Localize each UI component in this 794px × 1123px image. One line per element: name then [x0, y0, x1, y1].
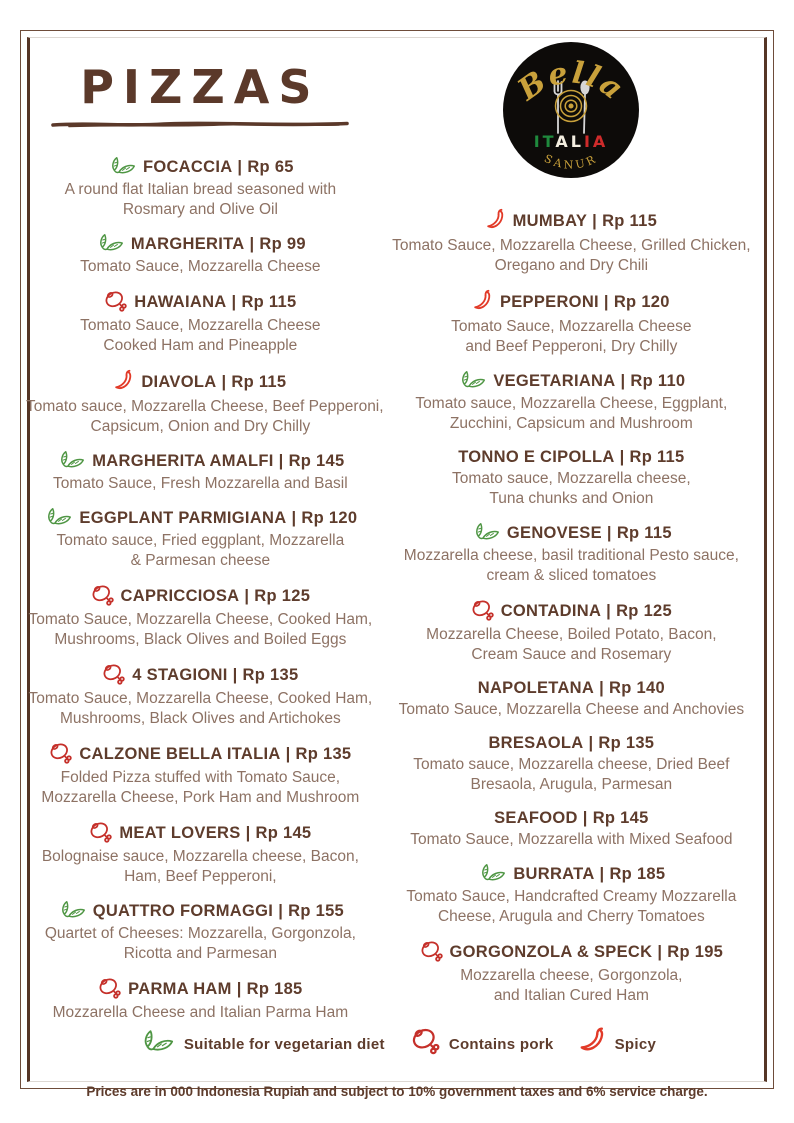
description-line: Tomato sauce, Mozzarella Cheese, Beef Pepperoni, — [26, 398, 384, 415]
pork-icon — [49, 742, 73, 765]
price-separator: | — [237, 158, 243, 176]
menu-item — [26, 290, 375, 356]
menu-item — [26, 900, 375, 964]
menu-item-name: MARGHERITA AMALFI — [92, 452, 274, 470]
menu-item-description — [26, 397, 384, 437]
menu-item-name: BRESAOLA — [488, 734, 584, 752]
menu-item — [26, 450, 375, 494]
menu-item-title — [375, 863, 768, 886]
menu-item — [26, 584, 375, 650]
menu-item-name: SEAFOOD — [494, 809, 578, 827]
menu-item-description — [375, 317, 768, 357]
menu-item-description — [26, 610, 375, 650]
leaf-icon — [471, 522, 501, 543]
price-separator: | — [599, 865, 605, 883]
menu-item-title — [26, 156, 375, 179]
price-separator: | — [620, 372, 626, 390]
menu-item-price: Rp 110 — [630, 372, 686, 390]
menu-item-title — [26, 290, 375, 315]
price-separator: | — [582, 809, 588, 827]
menu-item-description — [375, 236, 768, 276]
legend-label: Suitable for vegetarian diet — [183, 1035, 385, 1053]
menu-item — [375, 208, 768, 276]
menu-item-description — [375, 755, 768, 795]
description-line: Tomato Sauce, Handcrafted Creamy Mozzarella — [406, 888, 737, 905]
menu-item-description — [26, 924, 375, 964]
description-line: Tomato sauce, Mozzarella cheese, Dried Beef — [413, 756, 730, 773]
menu-item-title — [26, 900, 375, 923]
menu-item-description — [375, 394, 768, 434]
description-line: Tomato Sauce, Mozzarella Cheese — [451, 318, 692, 335]
description-line: Mozzarella Cheese, Boiled Potato, Bacon, — [426, 626, 717, 643]
price-separator: | — [606, 524, 612, 542]
legend-label: Contains pork — [448, 1035, 554, 1053]
price-separator: | — [236, 980, 242, 998]
menu-item — [375, 940, 768, 1006]
menu-items-right — [375, 208, 768, 1006]
chili-icon — [486, 208, 507, 233]
menu-item-name: CAPRICCIOSA — [120, 587, 240, 605]
menu-item-title — [375, 447, 768, 468]
price-separator: | — [278, 902, 284, 920]
description-line: Tomato Sauce, Mozzarella Cheese — [80, 317, 321, 334]
description-line: Tuna chunks and Onion — [489, 490, 654, 507]
price-separator: | — [245, 824, 251, 842]
price-separator: | — [592, 212, 598, 230]
menu-column-right — [375, 36, 768, 1019]
menu-item-price: Rp 145 — [255, 824, 312, 842]
menu-item — [26, 156, 375, 220]
legend-label: Spicy — [614, 1035, 657, 1053]
price-separator: | — [619, 448, 625, 466]
menu-items-left — [26, 156, 384, 1023]
menu-item-name: HAWAIANA — [134, 293, 227, 311]
menu-item-price: Rp 185 — [246, 980, 303, 998]
menu-item-name: CALZONE BELLA ITALIA — [79, 745, 281, 763]
leaf-icon — [138, 1029, 176, 1060]
price-separator: | — [221, 373, 227, 391]
menu-item-description — [375, 966, 768, 1006]
price-separator: | — [606, 602, 612, 620]
menu-item-title — [375, 678, 768, 699]
menu-item — [375, 733, 768, 795]
description-line: Tomato Sauce, Mozzarella Cheese, Grilled Chicken, — [392, 237, 751, 254]
chili-icon — [473, 289, 494, 314]
menu-item-description — [26, 689, 375, 729]
menu-item — [375, 863, 768, 927]
menu-item-description — [26, 316, 375, 356]
menu-item-price: Rp 155 — [288, 902, 345, 920]
description-line: and Italian Cured Ham — [493, 987, 649, 1004]
menu-item-title — [375, 733, 768, 754]
menu-item-price: Rp 185 — [609, 865, 666, 883]
description-line: Mozzarella Cheese, Pork Ham and Mushroom — [41, 789, 360, 806]
menu-item — [26, 821, 375, 887]
description-line: Cream Sauce and Rosemary — [471, 646, 672, 663]
menu-item-description — [26, 257, 375, 277]
page-title: PIZZAS — [80, 60, 321, 114]
menu-item-name: CONTADINA — [500, 602, 602, 620]
brush-underline — [49, 118, 351, 130]
menu-item — [375, 522, 768, 586]
menu-item-name: 4 STAGIONI — [132, 666, 228, 684]
menu-item-description — [375, 887, 768, 927]
description-line: Mushrooms, Black Olives and Artichokes — [59, 710, 341, 727]
description-line: Mozzarella cheese, Gorgonzola, — [460, 967, 683, 984]
menu-item — [26, 663, 375, 729]
menu-item-title — [26, 450, 375, 473]
pork-icon — [104, 290, 128, 313]
legend — [0, 1025, 794, 1063]
description-line: Ham, Beef Pepperoni, — [124, 868, 277, 885]
description-line: Oregano and Dry Chili — [494, 257, 649, 274]
menu-item-description — [26, 847, 375, 887]
menu-item-price: Rp 65 — [247, 158, 294, 176]
menu-item-price: Rp 135 — [242, 666, 299, 684]
price-separator: | — [244, 587, 250, 605]
menu-item — [375, 370, 768, 434]
leaf-icon — [95, 233, 125, 254]
legend-entry — [138, 1029, 385, 1060]
description-line: Tomato Sauce, Mozzarella Cheese — [80, 258, 321, 275]
pork-icon — [89, 821, 113, 844]
description-line: and Beef Pepperoni, Dry Chilly — [465, 338, 678, 355]
menu-item-price: Rp 125 — [254, 587, 311, 605]
menu-item-name: GENOVESE — [506, 524, 602, 542]
menu-item — [26, 233, 375, 277]
menu-item-price: Rp 120 — [301, 509, 358, 527]
menu-item-description — [26, 180, 375, 220]
title-block — [26, 60, 375, 130]
description-line: Zucchini, Capsicum and Mushroom — [449, 415, 693, 432]
price-separator: | — [249, 235, 255, 253]
description-line: Mozzarella Cheese and Italian Parma Ham — [52, 1004, 349, 1021]
pork-icon — [471, 599, 495, 622]
menu-item-name: NAPOLETANA — [477, 679, 595, 697]
description-line: Cooked Ham and Pineapple — [103, 337, 298, 354]
description-line: & Parmesan cheese — [130, 552, 271, 569]
menu-item-name: VEGETARIANA — [493, 372, 616, 390]
menu-item-name: BURRATA — [513, 865, 595, 883]
description-line: A round flat Italian bread seasoned with — [64, 181, 337, 198]
menu-item-title — [26, 507, 375, 530]
menu-item-title — [375, 808, 768, 829]
leaf-icon — [477, 863, 507, 884]
leaf-icon — [56, 450, 86, 471]
menu-item — [26, 369, 384, 437]
legend-entry — [580, 1025, 657, 1063]
description-line: Rosmary and Olive Oil — [122, 201, 278, 218]
menu-content — [26, 36, 768, 1083]
leaf-icon — [43, 507, 73, 528]
footer-note: Prices are in 000 Indonesia Rupiah and subject to 10% government taxes and 6% service charge. — [86, 1084, 708, 1099]
menu-item-description — [375, 700, 768, 720]
leaf-icon — [57, 900, 87, 921]
description-line: Cheese, Arugula and Cherry Tomatoes — [437, 908, 705, 925]
menu-item-price: Rp 99 — [259, 235, 306, 253]
menu-item-name: FOCACCIA — [142, 158, 233, 176]
menu-item — [26, 977, 375, 1023]
menu-item-price: Rp 145 — [288, 452, 345, 470]
description-line: cream & sliced tomatoes — [486, 567, 657, 584]
description-line: Tomato Sauce, Fresh Mozzarella and Basil — [53, 475, 348, 492]
description-line: Tomato Sauce, Mozzarella Cheese, Cooked Ham, — [28, 690, 373, 707]
menu-item-title — [375, 289, 768, 316]
menu-item-name: QUATTRO FORMAGGI — [92, 902, 274, 920]
menu-item-title — [26, 821, 375, 846]
menu-item-description — [375, 830, 768, 850]
menu-item-price: Rp 115 — [602, 212, 658, 230]
menu-item-description — [26, 474, 375, 494]
menu-item-name: PEPPERONI — [499, 293, 599, 311]
menu-item-price: Rp 140 — [609, 679, 665, 697]
menu-item — [26, 507, 375, 571]
description-line: Tomato sauce, Mozzarella cheese, — [452, 470, 691, 487]
menu-item-price: Rp 115 — [231, 373, 287, 391]
menu-item-description — [375, 469, 768, 509]
description-line: Tomato Sauce, Mozzarella Cheese, Cooked Ham, — [28, 611, 373, 628]
menu-item — [375, 289, 768, 357]
menu-item-price: Rp 145 — [592, 809, 649, 827]
chili-icon — [114, 369, 135, 394]
description-line: Mushrooms, Black Olives and Boiled Eggs — [54, 631, 347, 648]
menu-item-price: Rp 115 — [241, 293, 297, 311]
menu-item-description — [26, 531, 375, 571]
price-separator: | — [278, 452, 284, 470]
pork-icon — [420, 940, 444, 963]
menu-column-left — [26, 36, 384, 1036]
logo-subtitle: ITALIA — [534, 132, 609, 151]
menu-item — [375, 808, 768, 850]
description-line: Quartet of Cheeses: Mozzarella, Gorgonzola, — [44, 925, 356, 942]
menu-item-title — [375, 940, 768, 965]
menu-item-name: TONNO E CIPOLLA — [458, 448, 615, 466]
logo-name: Bella — [512, 55, 632, 108]
menu-item-title — [375, 599, 768, 624]
menu-item-title — [26, 663, 375, 688]
menu-item-title — [375, 522, 768, 545]
menu-item-name: MEAT LOVERS — [119, 824, 241, 842]
description-line: Ricotta and Parmesan — [123, 945, 278, 962]
description-line: Capsicum, Onion and Dry Chilly — [90, 418, 311, 435]
price-separator: | — [588, 734, 594, 752]
description-line: Tomato sauce, Mozzarella Cheese, Eggplant, — [415, 395, 728, 412]
menu-item-title — [375, 208, 768, 235]
description-line: Tomato Sauce, Mozzarella Cheese and Anchovies — [398, 701, 745, 718]
menu-item-price: Rp 120 — [613, 293, 670, 311]
description-line: Tomato Sauce, Mozzarella with Mixed Seafood — [410, 831, 733, 848]
leaf-icon — [457, 370, 487, 391]
menu-item-price: Rp 125 — [616, 602, 673, 620]
menu-item-description — [375, 625, 768, 665]
menu-item-title — [26, 584, 375, 609]
menu-item-title — [375, 370, 768, 393]
menu-item-name: MUMBAY — [512, 212, 588, 230]
price-separator: | — [603, 293, 609, 311]
pork-icon — [411, 1027, 441, 1061]
price-separator: | — [291, 509, 297, 527]
pork-icon — [91, 584, 115, 607]
menu-item-description — [375, 546, 768, 586]
menu-item-title — [26, 977, 375, 1002]
description-line: Bolognaise sauce, Mozzarella cheese, Bacon, — [41, 848, 359, 865]
description-line: Folded Pizza stuffed with Tomato Sauce, — [60, 769, 341, 786]
menu-item-description — [26, 768, 375, 808]
description-line: Mozzarella cheese, basil traditional Pesto sauce, — [403, 547, 739, 564]
menu-item-name: EGGPLANT PARMIGIANA — [79, 509, 287, 527]
menu-item-name: PARMA HAM — [128, 980, 232, 998]
menu-item — [26, 742, 375, 808]
menu-item-title — [26, 742, 375, 767]
menu-item-price: Rp 115 — [629, 448, 685, 466]
menu-item-title — [26, 233, 375, 256]
menu-item-price: Rp 115 — [616, 524, 672, 542]
price-separator: | — [599, 679, 605, 697]
menu-item — [375, 678, 768, 720]
menu-item-price: Rp 135 — [295, 745, 352, 763]
price-separator: | — [232, 666, 238, 684]
menu-item-title — [26, 369, 375, 396]
menu-item-price: Rp 195 — [667, 943, 724, 961]
menu-item-name: DIAVOLA — [141, 373, 217, 391]
menu-item-price: Rp 135 — [598, 734, 655, 752]
price-separator: | — [657, 943, 663, 961]
bella-italia-logo — [501, 40, 641, 180]
menu-item — [375, 599, 768, 665]
pork-icon — [98, 977, 122, 1000]
description-line: Tomato sauce, Fried eggplant, Mozzarella — [56, 532, 345, 549]
description-line: Bresaola, Arugula, Parmesan — [470, 776, 673, 793]
legend-entry — [411, 1027, 554, 1061]
logo — [501, 40, 641, 180]
menu-item-name: GORGONZOLA & SPECK — [449, 943, 653, 961]
menu-item-description — [26, 1003, 375, 1023]
menu-item-name: MARGHERITA — [130, 235, 245, 253]
logo-location: SANUR — [542, 151, 601, 172]
chili-icon — [580, 1025, 607, 1063]
pork-icon — [102, 663, 126, 686]
price-separator: | — [285, 745, 291, 763]
leaf-icon — [107, 156, 137, 177]
price-separator: | — [231, 293, 237, 311]
plate-swirl-icon — [556, 91, 587, 122]
menu-item — [375, 447, 768, 509]
